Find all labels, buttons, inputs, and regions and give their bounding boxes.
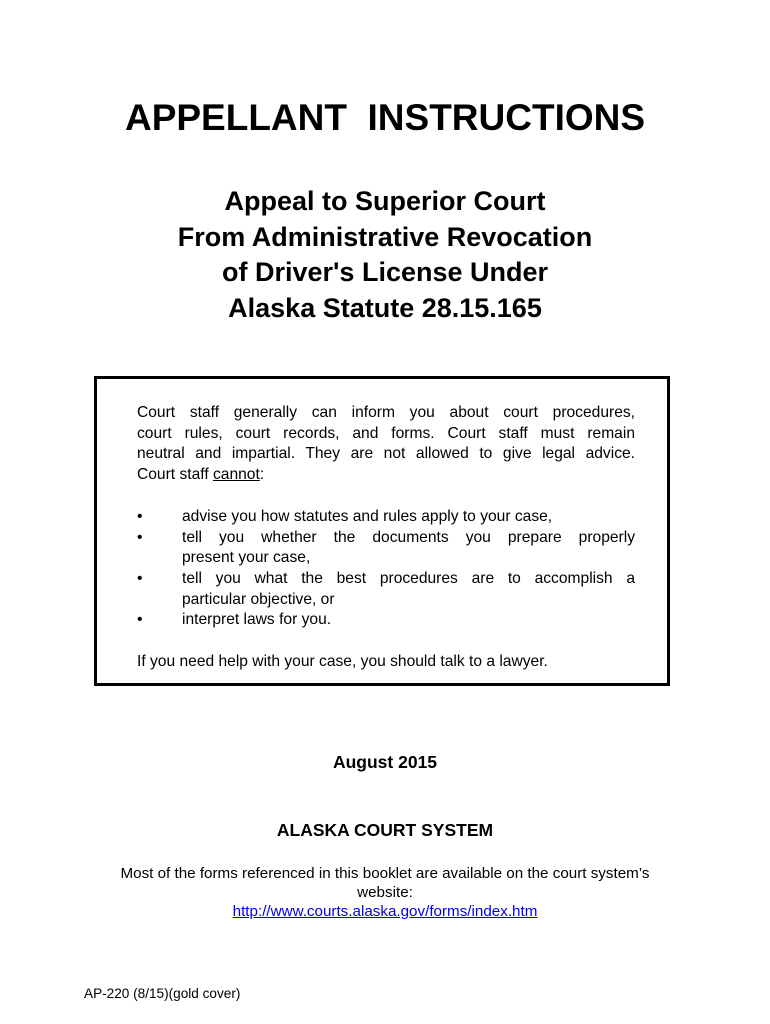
subtitle-line: of Driver's License Under (221, 257, 549, 287)
publication-date: August 2015 (332, 752, 438, 772)
bullet-icon: • (137, 611, 143, 629)
cannot-list (137, 507, 635, 631)
list-item (137, 528, 635, 569)
list-item (137, 569, 635, 610)
subtitle-line: From Administrative Revocation (177, 221, 593, 252)
bullet-icon: • (137, 507, 143, 525)
list-item-line: tell you what the best procedures are to accomplish a (182, 569, 635, 587)
bullet-icon: • (137, 528, 143, 546)
bullet-icon: • (137, 569, 143, 587)
notice-cannot-line (137, 465, 635, 486)
document-title: APPELLANT INSTRUCTIONS (124, 97, 646, 138)
list-item (137, 507, 635, 528)
forms-note (0, 864, 770, 921)
list-item-line: present your case, (182, 549, 311, 567)
cannot-prefix: Court staff (137, 466, 213, 484)
list-item-line: advise you how statutes and rules apply to your case, (182, 507, 553, 525)
list-item-line: interpret laws for you. (182, 611, 332, 629)
list-item (137, 610, 635, 631)
organization-name: ALASKA COURT SYSTEM (276, 820, 494, 840)
cannot-word: cannot (212, 466, 260, 484)
forms-note-line: website: (357, 884, 413, 901)
forms-website-link[interactable]: http://www.courts.alaska.gov/forms/index.htm (232, 903, 538, 920)
form-code-footer: AP-220 (8/15)(gold cover) (84, 986, 241, 1001)
subtitle-line: Appeal to Superior Court (224, 186, 546, 216)
notice-intro-line: court rules, court records, and forms. Court staff must remain (137, 424, 635, 442)
subtitle-line: Alaska Statute 28.15.165 (228, 292, 542, 323)
notice-intro-line: Court staff generally can inform you about court procedures, (137, 404, 635, 421)
notice-intro (137, 403, 635, 486)
notice-content (137, 403, 635, 673)
document-subtitle (0, 184, 770, 326)
help-text: If you need help with your case, you should talk to a lawyer. (137, 653, 548, 671)
cannot-suffix: : (259, 466, 265, 484)
notice-intro-line: neutral and impartial. They are not allowed to give legal advice. (137, 445, 635, 463)
list-item-line: tell you whether the documents you prepare properly (182, 528, 635, 546)
court-staff-notice-box (94, 376, 670, 686)
forms-note-line: Most of the forms referenced in this booklet are available on the court system’s (120, 865, 650, 882)
list-item-line: particular objective, or (182, 590, 335, 608)
